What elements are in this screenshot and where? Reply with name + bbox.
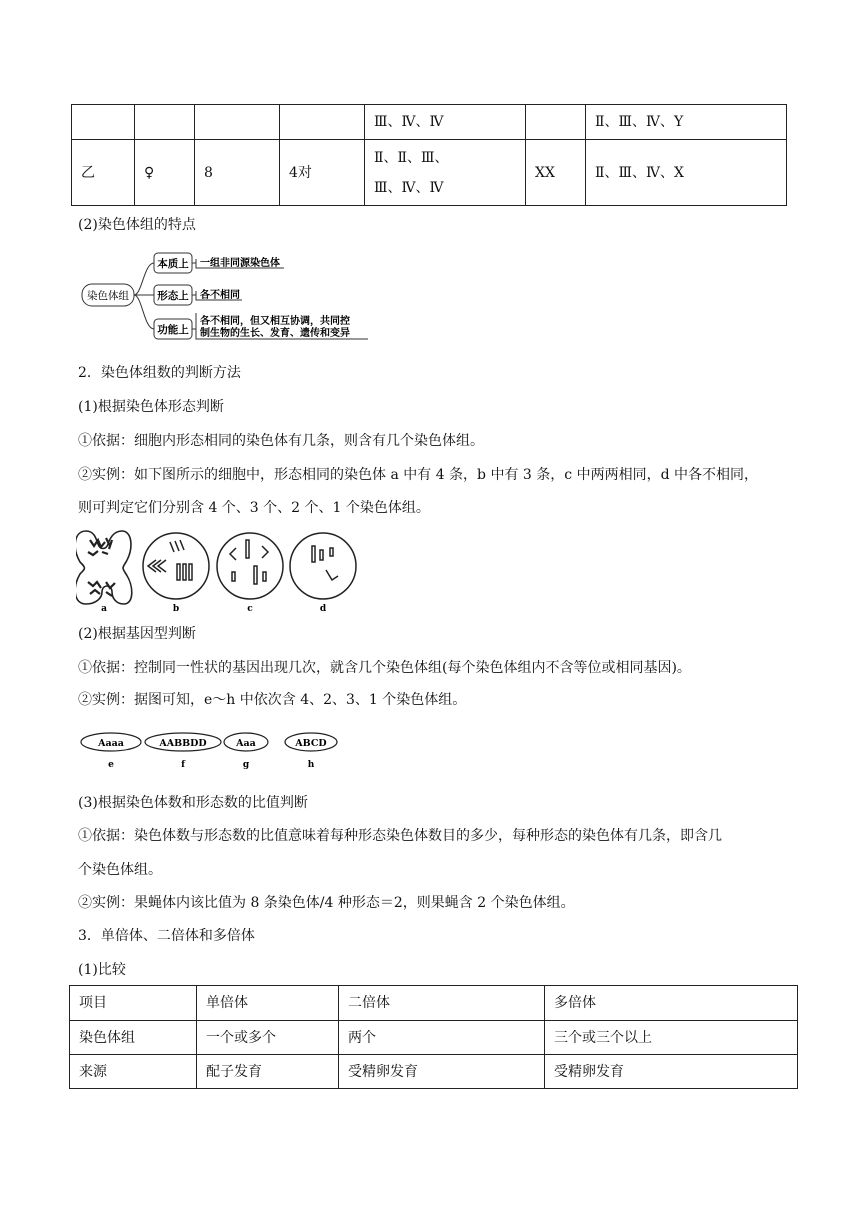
table-row bbox=[72, 105, 787, 140]
subsection-heading: (1)根据染色体形态判断 bbox=[78, 399, 224, 415]
table-cell: 两个 bbox=[339, 1021, 545, 1055]
table-header-cell: 单倍体 bbox=[197, 986, 339, 1021]
cell-label: d bbox=[319, 604, 327, 614]
subsection-heading: (2)根据基因型判断 bbox=[78, 626, 196, 642]
table-cell bbox=[72, 105, 135, 140]
genotype-label: g bbox=[242, 760, 250, 770]
genotype-figure bbox=[78, 730, 348, 772]
branch-desc: 各不相同 bbox=[200, 290, 240, 301]
table-row bbox=[70, 1021, 798, 1055]
table-cell bbox=[526, 105, 586, 140]
section-heading: 3．单倍体、二倍体和多倍体 bbox=[78, 928, 255, 944]
table-cell: ♀ bbox=[135, 140, 195, 206]
paragraph: 则可判定它们分别含 4 个、3 个、2 个、1 个染色体组。 bbox=[78, 500, 430, 516]
table-cell: 一个或多个 bbox=[197, 1021, 339, 1055]
table-cell bbox=[195, 105, 280, 140]
branch-label: 功能上 bbox=[157, 324, 189, 336]
cell-label: b bbox=[172, 604, 180, 614]
cell-b bbox=[143, 533, 209, 599]
cell-d bbox=[290, 533, 356, 599]
root-label: 染色体组 bbox=[87, 290, 129, 302]
table-cell: 受精卵发育 bbox=[339, 1055, 545, 1089]
table-header-cell: 二倍体 bbox=[339, 986, 545, 1021]
branch-desc: 各不相同，但又相互协调，共同控 bbox=[200, 316, 350, 327]
branch-desc: 一组非同源染色体 bbox=[200, 258, 280, 269]
table-cell bbox=[135, 105, 195, 140]
cell-label: a bbox=[101, 604, 107, 614]
table-cell: 三个或三个以上 bbox=[545, 1021, 798, 1055]
paragraph: ①依据：控制同一性状的基因出现几次，就含几个染色体组(每个染色体组内不含等位或相同基因)。 bbox=[78, 660, 691, 676]
table-row bbox=[70, 986, 798, 1021]
table-cell: 乙 bbox=[72, 140, 135, 206]
genotype-label: f bbox=[181, 760, 185, 770]
genotype-text: Aaaa bbox=[98, 738, 124, 749]
paragraph: ②实例：据图可知，e～h 中依次含 4、2、3、1 个染色体组。 bbox=[78, 692, 467, 708]
paragraph: ②实例：果蝇体内该比值为 8 条染色体/4 种形态＝2，则果蝇含 2 个染色体组。 bbox=[78, 895, 575, 911]
paragraph: ①依据：染色体数与形态数的比值意味着每种形态染色体数目的多少，每种形态的染色体有几条，即含几 bbox=[78, 828, 722, 844]
chromosome-set-diagram bbox=[78, 247, 378, 345]
karyotype-table bbox=[71, 104, 787, 206]
table-cell: 来源 bbox=[70, 1055, 197, 1089]
subsection-heading: (3)根据染色体数和形态数的比值判断 bbox=[78, 795, 308, 811]
cell-figure bbox=[76, 526, 366, 614]
table-cell: 8 bbox=[195, 140, 280, 206]
table-cell: 染色体组 bbox=[70, 1021, 197, 1055]
table-cell bbox=[280, 105, 365, 140]
branch-line bbox=[134, 295, 154, 329]
table-header-cell: 多倍体 bbox=[545, 986, 798, 1021]
table-row bbox=[72, 140, 787, 206]
subsection-heading: (1)比较 bbox=[78, 962, 126, 978]
table-cell: 配子发育 bbox=[197, 1055, 339, 1089]
table-cell: Ⅱ、Ⅲ、Ⅳ、X bbox=[586, 140, 787, 206]
table-header-cell: 项目 bbox=[70, 986, 197, 1021]
branch-desc: 制生物的生长、发育、遗传和变异 bbox=[200, 328, 350, 339]
genotype-label: e bbox=[108, 760, 114, 770]
table-cell: Ⅱ、Ⅱ、Ⅲ、 Ⅲ、Ⅳ、Ⅳ bbox=[365, 140, 526, 206]
comparison-table bbox=[69, 985, 798, 1089]
cell-c bbox=[217, 533, 283, 599]
paragraph: ①依据：细胞内形态相同的染色体有几条，则含有几个染色体组。 bbox=[78, 433, 484, 449]
genotype-text: ABCD bbox=[295, 738, 327, 749]
cell-a bbox=[76, 531, 132, 604]
branch-label: 本质上 bbox=[157, 258, 189, 270]
section-heading: 2．染色体组数的判断方法 bbox=[78, 365, 241, 381]
genotype-text: Aaa bbox=[236, 738, 256, 749]
table-cell: 受精卵发育 bbox=[545, 1055, 798, 1089]
table-cell: XX bbox=[526, 140, 586, 206]
table-cell: Ⅱ、Ⅲ、Ⅳ、Y bbox=[586, 105, 787, 140]
cell-label: c bbox=[247, 604, 253, 614]
genotype-text: AABBDD bbox=[159, 738, 207, 749]
branch-line bbox=[134, 263, 154, 295]
table-cell: 4对 bbox=[280, 140, 365, 206]
paragraph: ②实例：如下图所示的细胞中，形态相同的染色体 a 中有 4 条，b 中有 3 条，c 中两两相同，d 中各不相同， bbox=[78, 467, 758, 483]
table-cell: Ⅲ、Ⅳ、Ⅳ bbox=[365, 105, 526, 140]
section-heading: (2)染色体组的特点 bbox=[78, 217, 196, 233]
paragraph: 个染色体组。 bbox=[78, 862, 162, 878]
genotype-label: h bbox=[307, 760, 315, 770]
branch-label: 形态上 bbox=[157, 290, 189, 302]
table-row bbox=[70, 1055, 798, 1089]
